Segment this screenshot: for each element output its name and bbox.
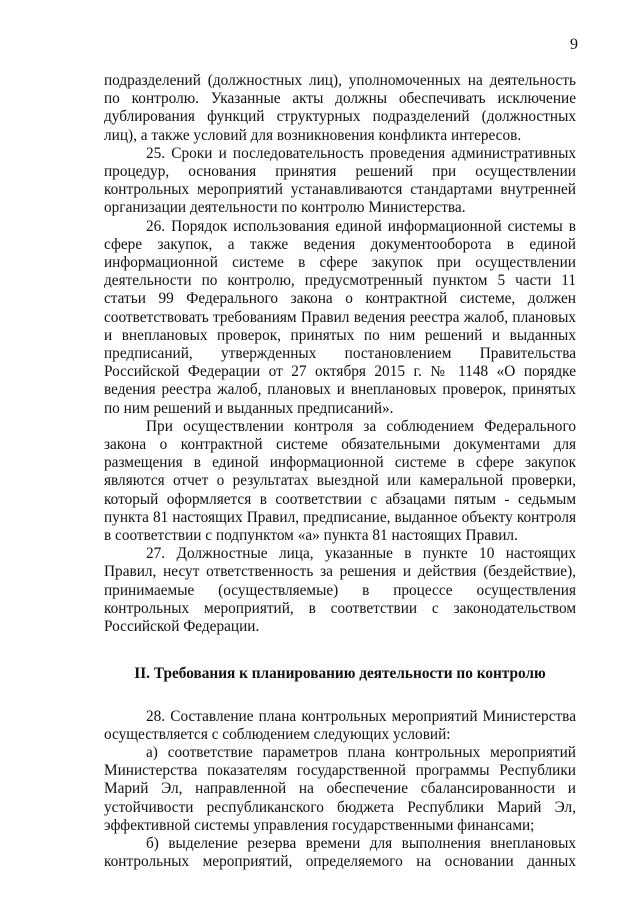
paragraph-28-a: а) соответствие параметров плана контрольных мероприятий Министерства показателям государственной программы Республики Марий Эл, направленной на обеспечение сбалансированности и устойчивости республиканского бюджета Республики Марий Эл, эффективной системы управления государственными финансами; <box>104 743 576 834</box>
paragraph-28-b: б) выделение резерва времени для выполнения внеплановых контрольных мероприятий, определяемого на основании данных <box>104 834 576 871</box>
paragraph-26: 26. Порядок использования единой информационной системы в сфере закупок, а также ведения документооборота в единой информационной системе в сфере закупок при осуществлении деятельности по контролю, предусмотренный пунктом 5 части 11 статьи 99 Федерального закона о контрактной системе, должен соответствовать требованиям Правил ведения реестра жалоб, плановых и внеплановых проверок, принятых по ним решений и выданных предписаний, утвержденных постановлением Правительства Российской Федерации от 27 октября 2015 г. № 1148 «О порядке ведения реестра жалоб, плановых и внеплановых проверок, принятых по ним решений и выданных предписаний». <box>104 217 576 417</box>
page-number: 9 <box>570 36 578 53</box>
document-body <box>104 72 576 871</box>
paragraph-26-continued: При осуществлении контроля за соблюдением Федерального закона о контрактной системе обязательными документами для размещения в единой информационной системе в сфере закупок являются отчет о результатах выездной или камеральной проверки, который оформляется в соответствии с абзацами пятым - седьмым пункта 81 настоящих Правил, предписание, выданное объекту контроля в соответствии с подпунктом «а» пункта 81 настоящих Правил. <box>104 417 576 545</box>
paragraph-25: 25. Сроки и последовательность проведения административных процедур, основания принятия решений при осуществлении контрольных мероприятий устанавливаются стандартами внутренней организации деятельности по контролю Министерства. <box>104 144 576 217</box>
section-heading: II. Требования к планированию деятельности по контролю <box>134 665 546 683</box>
paragraph-27: 27. Должностные лица, указанные в пункте 10 настоящих Правил, несут ответственность за решения и действия (бездействие), принимаемые (осуществляемые) в процессе осуществления контрольных мероприятий, в соответствии с законодательством Российской Федерации. <box>104 545 576 636</box>
paragraph-28: 28. Составление плана контрольных мероприятий Министерства осуществляется с соблюдением следующих условий: <box>104 707 576 743</box>
paragraph-continuation: подразделений (должностных лиц), уполномоченных на деятельность по контролю. Указанные акты должны обеспечивать исключение дублирования функций структурных подразделений (должностных лиц), а также условий для возникновения конфликта интересов. <box>104 72 576 144</box>
